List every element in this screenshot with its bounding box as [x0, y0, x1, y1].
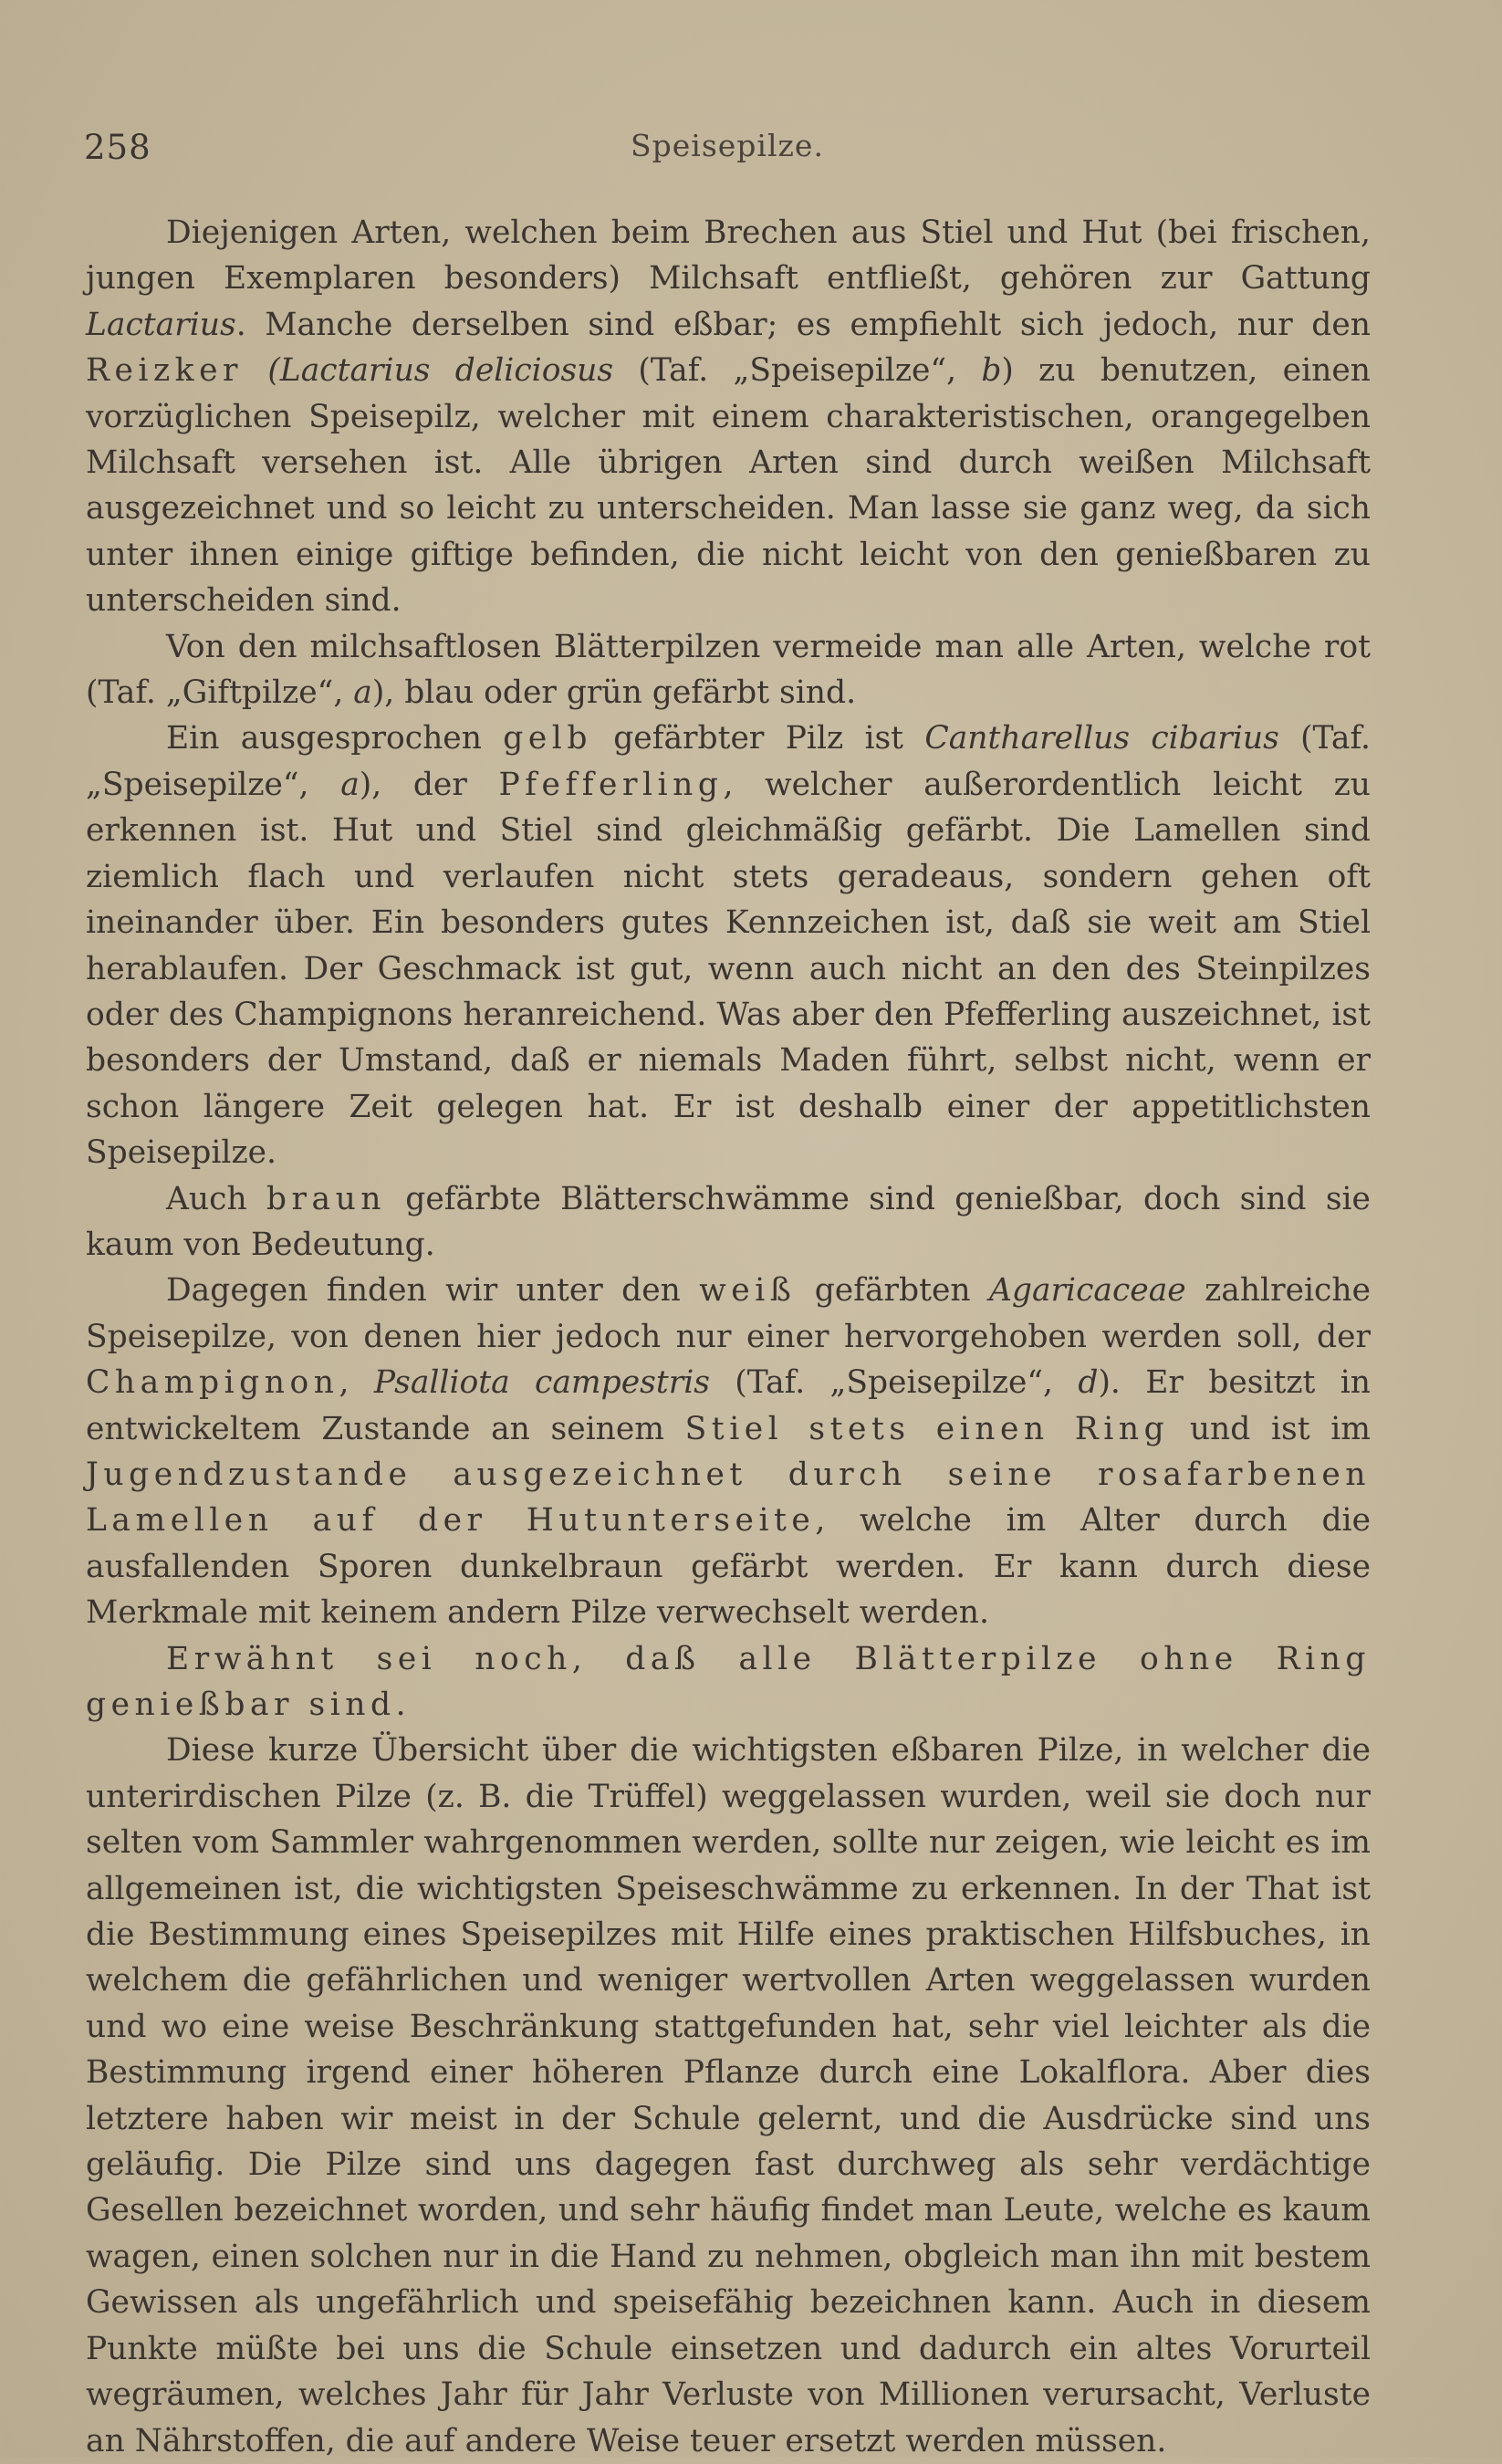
- italic-term: d: [1078, 1364, 1099, 1402]
- text-run: Auch: [166, 1180, 266, 1217]
- spaced-emphasis: Champignon: [86, 1364, 339, 1402]
- paragraph: [86, 1636, 1371, 1728]
- spaced-emphasis: Jugendzustande ausgezeichnet durch seine rosafarbenen Lamellen auf der Hutunterseite: [86, 1456, 1371, 1540]
- text-run: , welcher außerordentlich leicht zu erkennen ist. Hut und Stiel sind gleichmäßig gefärbt. Die Lamellen sind ziemlich flach und verlaufen nicht stets geradeaus, sondern gehen oft ineinander über. Ein besonders gutes Kennzeichen ist, daß sie weit am Stiel herablaufen. Der Geschmack ist gut, wenn auch nicht an den des Steinpilzes oder des Champignons heranreichend. Was aber den Pfefferling auszeichnet, ist besonders der Umstand, daß er niemals Maden führt, selbst nicht, wenn er schon längere Zeit gelegen hat. Er ist deshalb einer der appetitlichsten Speisepilze.: [86, 766, 1371, 1172]
- spaced-emphasis: gelb: [503, 720, 592, 757]
- paragraph: [86, 624, 1371, 716]
- text-run: . Manche derselben sind eßbar; es empfiehlt sich jedoch, nur den: [235, 306, 1371, 343]
- italic-term: (Lactarius deliciosus: [267, 352, 614, 390]
- text-run: Ein ausgesprochen: [166, 720, 504, 757]
- text-run: und ist im: [1169, 1410, 1371, 1447]
- spaced-emphasis: Erwähnt sei noch, daß alle Blätterpilze ohne Ring genießbar sind.: [86, 1640, 1371, 1723]
- text-run: zahlreiche Speisepilze, von denen hier jedoch nur einer hervorgehoben werden soll, der: [86, 1272, 1371, 1355]
- text-run: (Taf. „Speisepilze“,: [709, 1364, 1079, 1402]
- text-run: Dagegen finden wir unter den: [166, 1272, 700, 1310]
- paragraph: [86, 210, 1371, 624]
- page-header: [84, 128, 1371, 173]
- text-run: Diese kurze Übersicht über die wichtigsten eßbaren Pilze, in welcher die unterirdischen Pilze (z. B. die Trüffel) weggelassen wurden, weil sie doch nur selten vom Sammler wahrgenommen werden, sollte nur zeigen, wie leicht es im allgemeinen ist, die wichtigsten Speiseschwämme zu erkennen. In der That ist die Bestimmung eines Speisepilzes mit Hilfe eines praktischen Hilfsbuches, in welchem die gefährlichen und weniger wertvollen Arten weggelassen wurden und wo eine weise Beschränkung stattgefunden hat, sehr viel leichter als die Bestimmung irgend einer höheren Pflanze durch eine Lokalflora. Aber dies letztere haben wir meist in der Schule gelernt, und die Ausdrücke sind uns geläufig. Die Pilze sind uns dagegen fast durchweg als sehr verdächtige Gesellen bezeichnet worden, und sehr häufig findet man Leute, welche es kaum wagen, einen solchen nur in die Hand zu nehmen, obgleich man ihn mit bestem Gewissen als ungefährlich und speisefähig bezeichnen kann. Auch in diesem Punkte müßte bei uns die Schule einsetzen und dadurch ein altes Vorurteil wegräumen, welches Jahr für Jahr Verluste von Millionen verursacht, Verluste an Nährstoffen, die auf andere Weise teuer ersetzt werden müssen.: [86, 1732, 1371, 2459]
- text-run: ), blau oder grün gefärbt sind.: [371, 674, 857, 712]
- text-run: Von den milchsaftlosen Blätterpilzen vermeide man alle Arten, welche rot (Taf. „Giftpilze“,: [86, 628, 1371, 712]
- running-title: Speisepilze.: [631, 128, 824, 163]
- text-run: gefärbter Pilz ist: [591, 720, 925, 757]
- text-run: , welche im Alter durch die ausfallenden Sporen dunkelbraun gefärbt werden. Er kann durch diese Merkmale mit keinem andern Pilze verwechselt werden.: [86, 1502, 1371, 1632]
- text-run: ) zu benutzen, einen vorzüglichen Speisepilz, welcher mit einem charakteristischen, orangegelben Milchsaft versehen ist. Alle übrigen Arten sind durch weißen Milchsaft ausgezeichnet und so leicht zu unterscheiden. Man lasse sie ganz weg, da sich unter ihnen einige giftige befinden, die nicht leicht von den genießbaren zu unterscheiden sind.: [86, 352, 1371, 620]
- spaced-emphasis: Pfefferling: [498, 766, 724, 803]
- text-run: (Taf. „Speisepilze“,: [613, 352, 982, 390]
- page-number: 258: [84, 128, 151, 167]
- paragraph: [86, 715, 1371, 1175]
- italic-term: a: [353, 674, 372, 712]
- italic-term: Agaricaceae: [989, 1272, 1186, 1310]
- spaced-emphasis: Stiel stets einen Ring: [684, 1410, 1170, 1447]
- italic-term: Cantharellus cibarius: [924, 720, 1279, 757]
- text-run: (Taf. „Speisepilze“,: [86, 720, 1371, 803]
- text-run: ,: [339, 1364, 374, 1402]
- spaced-emphasis: Reizker: [86, 352, 244, 390]
- text-run: Diejenigen Arten, welchen beim Brechen aus Stiel und Hut (bei frischen, jungen Exemplaren besonders) Milchsaft entfließt, gehören zur Gattung: [86, 214, 1371, 298]
- text-run: [243, 352, 267, 389]
- paragraph: [86, 1176, 1371, 1269]
- paragraph: [86, 1268, 1371, 1635]
- italic-term: Psalliota campestris: [373, 1364, 710, 1402]
- paragraph: [86, 1728, 1371, 2464]
- spaced-emphasis: braun: [266, 1180, 387, 1217]
- body-text: [86, 210, 1371, 2464]
- spaced-emphasis: weiß: [699, 1272, 797, 1310]
- text-run: gefärbten: [796, 1272, 989, 1310]
- italic-term: b: [981, 352, 1002, 390]
- text-run: ). Er besitzt in entwickeltem Zustande an seinem: [86, 1364, 1371, 1447]
- italic-term: a: [340, 766, 360, 803]
- text-run: gefärbte Blätterschwämme sind genießbar, doch sind sie kaum von Bedeutung.: [86, 1180, 1371, 1263]
- italic-term: Lactarius: [86, 306, 236, 343]
- text-run: ), der: [359, 766, 499, 803]
